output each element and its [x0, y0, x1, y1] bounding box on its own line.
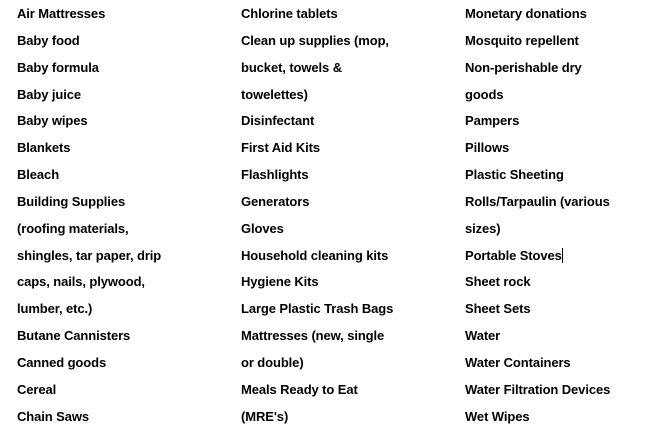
list-item: Clean up supplies (mop, [241, 32, 389, 48]
list-item: Meals Ready to Eat [241, 381, 358, 397]
list-item: Blankets [17, 140, 71, 156]
list-item: Baby wipes [17, 113, 88, 129]
list-item: Chlorine tablets [241, 6, 338, 21]
list-item-continuation: (roofing materials, [17, 220, 129, 236]
list-item: Bleach [17, 167, 60, 183]
list-item-with-cursor[interactable] [465, 243, 645, 270]
list-item: Baby juice [17, 86, 82, 102]
list-item: Plastic Sheeting [465, 167, 564, 183]
list-item: Monetary donations [465, 6, 587, 21]
list-item: Large Plastic Trash Bags [241, 301, 394, 317]
list-item: Gloves [241, 220, 284, 236]
list-item-continuation: towelettes) [241, 86, 308, 102]
supply-list-column-3 [465, 0, 645, 431]
list-item: Mattresses (new, single [241, 328, 385, 344]
list-item: Non-perishable dry [465, 59, 582, 75]
list-item: Butane Cannisters [17, 328, 131, 344]
list-item-continuation: lumber, etc.) [17, 301, 93, 317]
list-item: Wet Wipes [465, 408, 530, 424]
list-item-continuation: goods [465, 86, 504, 102]
list-item: Disinfectant [241, 113, 315, 129]
list-item: Pillows [465, 140, 510, 156]
list-item-continuation: sizes) [465, 220, 501, 236]
list-item: Building Supplies [17, 193, 126, 209]
list-item-continuation: bucket, towels & [241, 59, 342, 75]
list-item-continuation: caps, nails, plywood, [17, 274, 145, 290]
list-item-continuation: (MRE's) [241, 408, 289, 424]
list-item: Canned goods [17, 354, 107, 370]
list-item: Baby food [17, 32, 80, 48]
list-item: Rolls/Tarpaulin (various [465, 193, 610, 209]
list-item-text: Portable Stoves [465, 247, 562, 263]
supply-list-column-1 [17, 0, 227, 431]
list-item: Hygiene Kits [241, 274, 319, 290]
list-item-continuation: shingles, tar paper, drip [17, 247, 162, 263]
list-item: Baby formula [17, 59, 99, 75]
list-item: Generators [241, 193, 310, 209]
list-item: Mosquito repellent [465, 32, 579, 48]
list-item: Flashlights [241, 167, 309, 183]
list-item: Household cleaning kits [241, 247, 389, 263]
list-item: Water Filtration Devices [465, 381, 611, 397]
list-item: Water [465, 328, 501, 344]
list-item: Sheet Sets [465, 301, 531, 317]
list-item: First Aid Kits [241, 140, 321, 156]
list-item: Chain Saws [17, 408, 89, 424]
list-item: Air Mattresses [17, 6, 106, 21]
list-item: Sheet rock [465, 274, 531, 290]
list-item: Cereal [17, 381, 57, 397]
supply-list-column-2 [241, 0, 456, 431]
list-item-continuation: or double) [241, 354, 304, 370]
list-item: Water Containers [465, 354, 571, 370]
list-item: Pampers [465, 113, 520, 129]
text-cursor-icon [562, 248, 563, 263]
